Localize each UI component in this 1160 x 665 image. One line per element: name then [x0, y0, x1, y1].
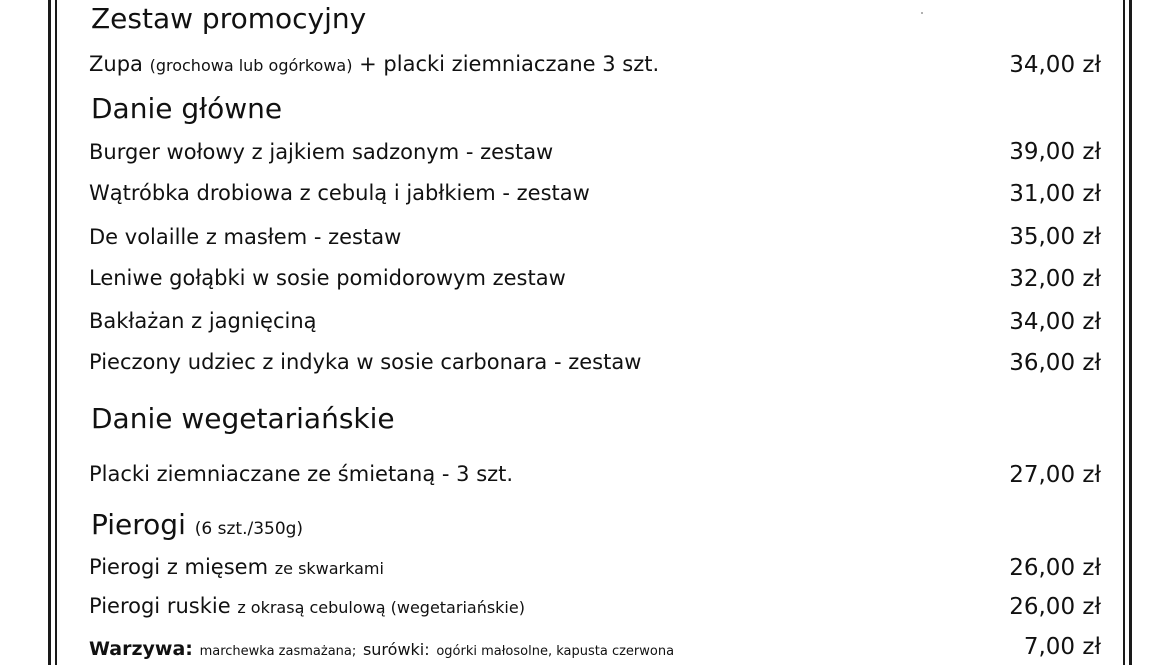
menu-frame-right-outer — [1129, 0, 1132, 665]
menu-item-promo-soup — [89, 52, 659, 76]
item-price: 27,00 zł — [1009, 462, 1101, 488]
menu-item-vegetables — [89, 636, 674, 660]
item-price: 7,00 zł — [1023, 634, 1101, 660]
menu-item — [89, 555, 384, 579]
vegetables-detail-2: ogórki małosolne, kapusta czerwona — [436, 644, 675, 659]
menu-item: Bakłażan z jagnięciną — [89, 309, 317, 333]
item-detail: (grochowa lub ogórkowa) — [149, 56, 353, 75]
item-price: 32,00 zł — [1009, 266, 1101, 292]
menu-item — [89, 594, 525, 618]
item-price: 39,00 zł — [1009, 139, 1101, 165]
menu-item: Pieczony udziec z indyka w sosie carbonara - zestaw — [89, 350, 642, 374]
item-price: 31,00 zł — [1009, 181, 1101, 207]
vegetables-label: Warzywa: — [89, 638, 193, 660]
section-title: Pierogi — [91, 508, 186, 541]
item-name-rest: + placki ziemniaczane 3 szt. — [359, 52, 660, 76]
menu-item: Burger wołowy z jajkiem sadzonym - zestaw — [89, 140, 554, 164]
item-name: Zupa — [89, 52, 143, 76]
item-detail: ze skwarkami — [274, 559, 384, 578]
menu-item: Leniwe gołąbki w sosie pomidorowym zestaw — [89, 266, 566, 290]
section-heading-promo: Zestaw promocyjny — [91, 2, 367, 35]
section-heading-pierogi — [91, 508, 303, 541]
item-name: Pierogi ruskie — [89, 594, 231, 618]
item-name: Pierogi z mięsem — [89, 555, 269, 579]
item-detail: z okrasą cebulową (wegetariańskie) — [237, 598, 525, 617]
menu-item: Wątróbka drobiowa z cebulą i jabłkiem - zestaw — [89, 181, 590, 205]
item-price: 34,00 zł — [1009, 52, 1101, 78]
section-heading-vegetarian: Danie wegetariańskie — [91, 402, 395, 435]
section-note: (6 szt./350g) — [194, 519, 304, 539]
item-price: 36,00 zł — [1009, 350, 1101, 376]
menu-item: De volaille z masłem - zestaw — [89, 225, 402, 249]
section-heading-main: Danie główne — [91, 92, 283, 125]
item-price: 34,00 zł — [1009, 309, 1101, 335]
menu-item: Placki ziemniaczane ze śmietaną - 3 szt. — [89, 462, 514, 486]
menu-frame-left-inner — [55, 0, 57, 665]
menu-frame-left-outer — [48, 0, 51, 665]
print-speck — [921, 12, 923, 14]
item-price: 35,00 zł — [1009, 224, 1101, 250]
item-price: 26,00 zł — [1009, 555, 1101, 581]
menu-frame-right-inner — [1123, 0, 1125, 665]
item-price: 26,00 zł — [1009, 594, 1101, 620]
salads-label: surówki: — [362, 640, 430, 659]
vegetables-detail-1: marchewka zasmażana; — [199, 644, 357, 659]
